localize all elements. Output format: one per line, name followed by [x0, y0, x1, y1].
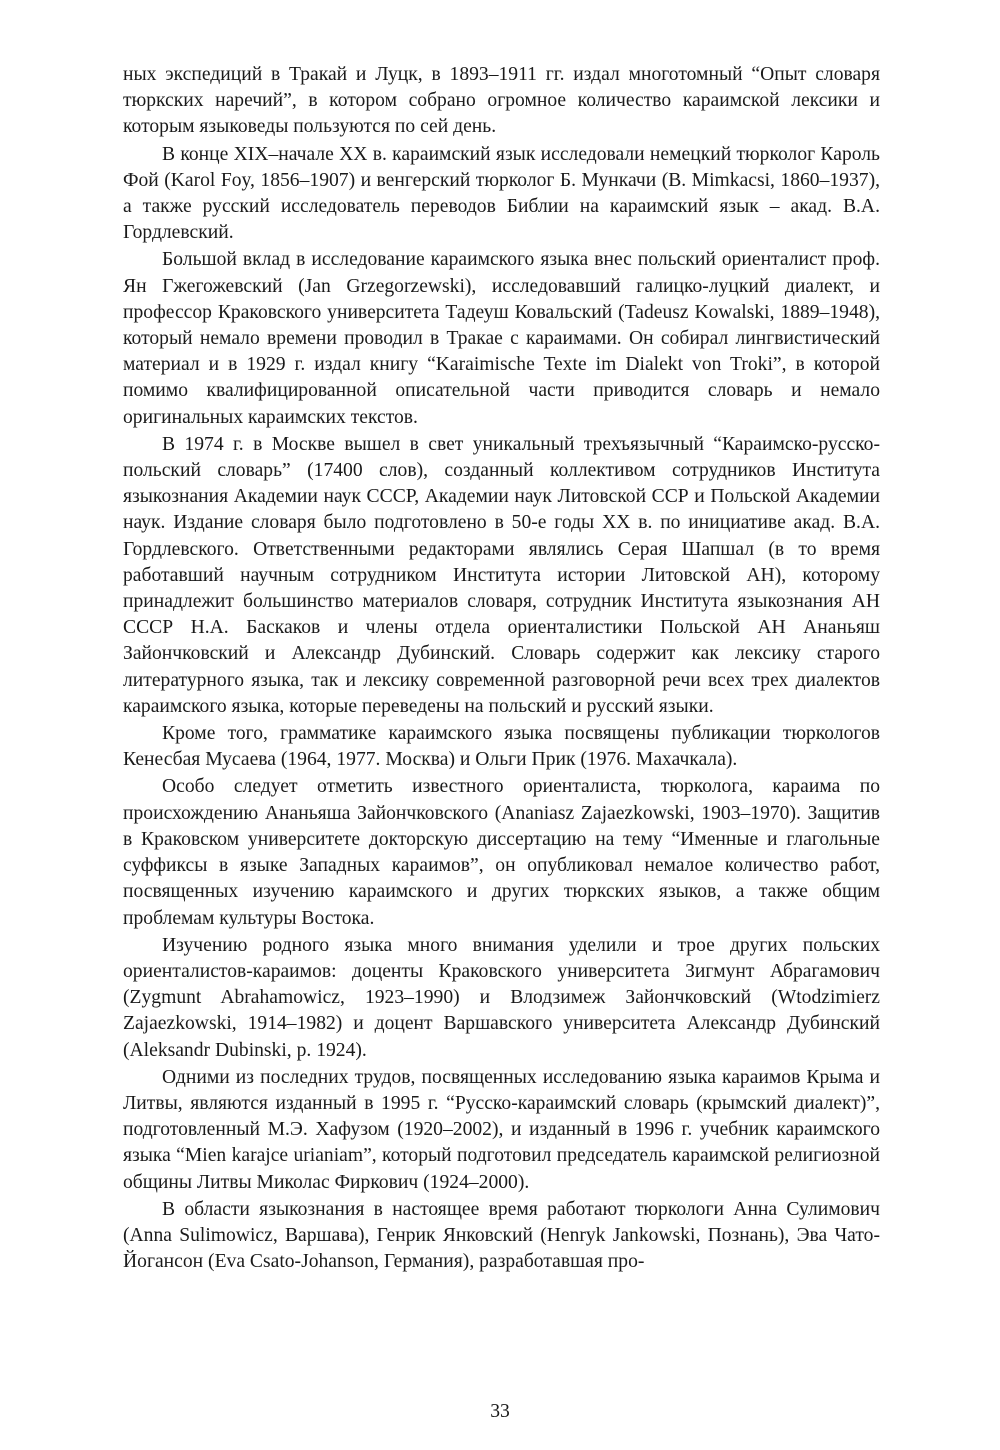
paragraph-grammar-publications: Кроме того, грамматике караимского языка посвящены публикации тюркологов Кенесбая Мусаева (1964, 1977. Москва) и Ольги Прик (1976. Махачкала). [123, 723, 880, 771]
page-number: 33 [490, 1401, 510, 1422]
body-text [123, 62, 880, 1276]
paragraph-dictionary-1974: В 1974 г. в Москве вышел в свет уникальный трехъязычный “Караимско-русско-польский словарь” (17400 слов), созданный коллективом сотрудников Института языкознания Академии наук СССР, Академии наук Литовской ССР и Польской Академии наук. Издание словаря было подготовлено в 50-е годы XX в. по инициативе акад. В.А. Гордлевского. Ответственными редакторами являлись Серая Шапшал (в то время работавший научным сотрудником Института истории Литовской АН), которому принадлежит большинство материалов словаря, сотрудник Института языкознания АН СССР Н.А. Баскаков и члены отдела ориенталистики Польской АН Ананьяш Зайончковский и Александр Дубинский. Словарь содержит как лексику старого литературного языка, так и лексику современной разговорной речи всех трех диалектов караимского языка, которые переведены на польский и русский языки. [123, 433, 880, 717]
paragraph-continuation: ных экспедиций в Тракай и Луцк, в 1893–1911 гг. издал многотомный “Опыт словаря тюркских наречий”, в котором собрано огромное количество караимской лексики и которым языковеды пользуются по сей день. [123, 64, 880, 138]
paragraph-karaite-orientalists: Изучению родного языка много внимания уделили и трое других польских ориенталистов-караимов: доценты Краковского университета Зигмунт Абрагамович (Zygmunt Abrahamowicz, 1923–1990) и Влодзимеж Зайончковский (Wtodzimierz Zajaezkowski, 1914–1982) и доцент Варшавского университета Александр Дубинский (Aleksandr Dubinski, р. 1924). [123, 934, 880, 1061]
paragraph-polish-orientalists: Большой вклад в исследование караимского языка внес польский ориенталист проф. Ян Гжегожевский (Jan Grzegorzewski), исследовавший галицко-луцкий диалект, и профессор Краковского университета Тадеуш Ковальский (Tadeusz Kowalski, 1889–1948), который немало времени проводил в Тракае с караимами. Он собирал лингвистический материал и в 1929 г. издал книгу “Karaimische Texte im Dialekt von Troki”, в которой помимо квалифицированной описательной части приводится словарь и немало оригинальных караимских текстов. [123, 249, 880, 428]
paragraph-foy-munkacsi: В конце XIX–начале XX в. караимский язык исследовали немецкий тюрколог Кароль Фой (Karol Foy, 1856–1907) и венгерский тюрколог Б. Мункачи (B. Mimkacsi, 1860–1937), а также русский исследователь переводов Библии на караимский язык – акад. В.А. Гордлевский. [123, 143, 880, 244]
paragraph-current-turkologists: В области языкознания в настоящее время работают тюркологи Анна Сулимович (Anna Sulimowicz, Варшава), Генрик Янковский (Henryk Jankowski, Познань), Эва Чато-Йогансон (Eva Csato-Johanson, Германия), разработавшая про- [123, 1198, 880, 1273]
paragraph-zajaczkowski: Особо следует отметить известного ориенталиста, тюрколога, караима по происхождению Ананьяша Зайончковского (Ananiasz Zajaezkowski, 1903–1970). Защитив в Краковском университете докторскую диссертацию на тему “Именные и глагольные суффиксы в языке Западных караимов”, он опубликовал немалое количество работ, посвященных изучению караимского и других тюркских языков, а также общим проблемам культуры Востока. [123, 776, 880, 929]
paragraph-recent-works: Одними из последних трудов, посвященных исследованию языка караимов Крыма и Литвы, являются изданный в 1995 г. “Русско-караимский словарь (крымский диалект)”, подготовленный М.Э. Хафузом (1920–2002), и изданный в 1996 г. учебник караимского языка “Mien karajce urianiam”, который подготовил председатель караимской религиозной общины Литвы Миколас Фиркович (1924–2000). [123, 1066, 880, 1193]
